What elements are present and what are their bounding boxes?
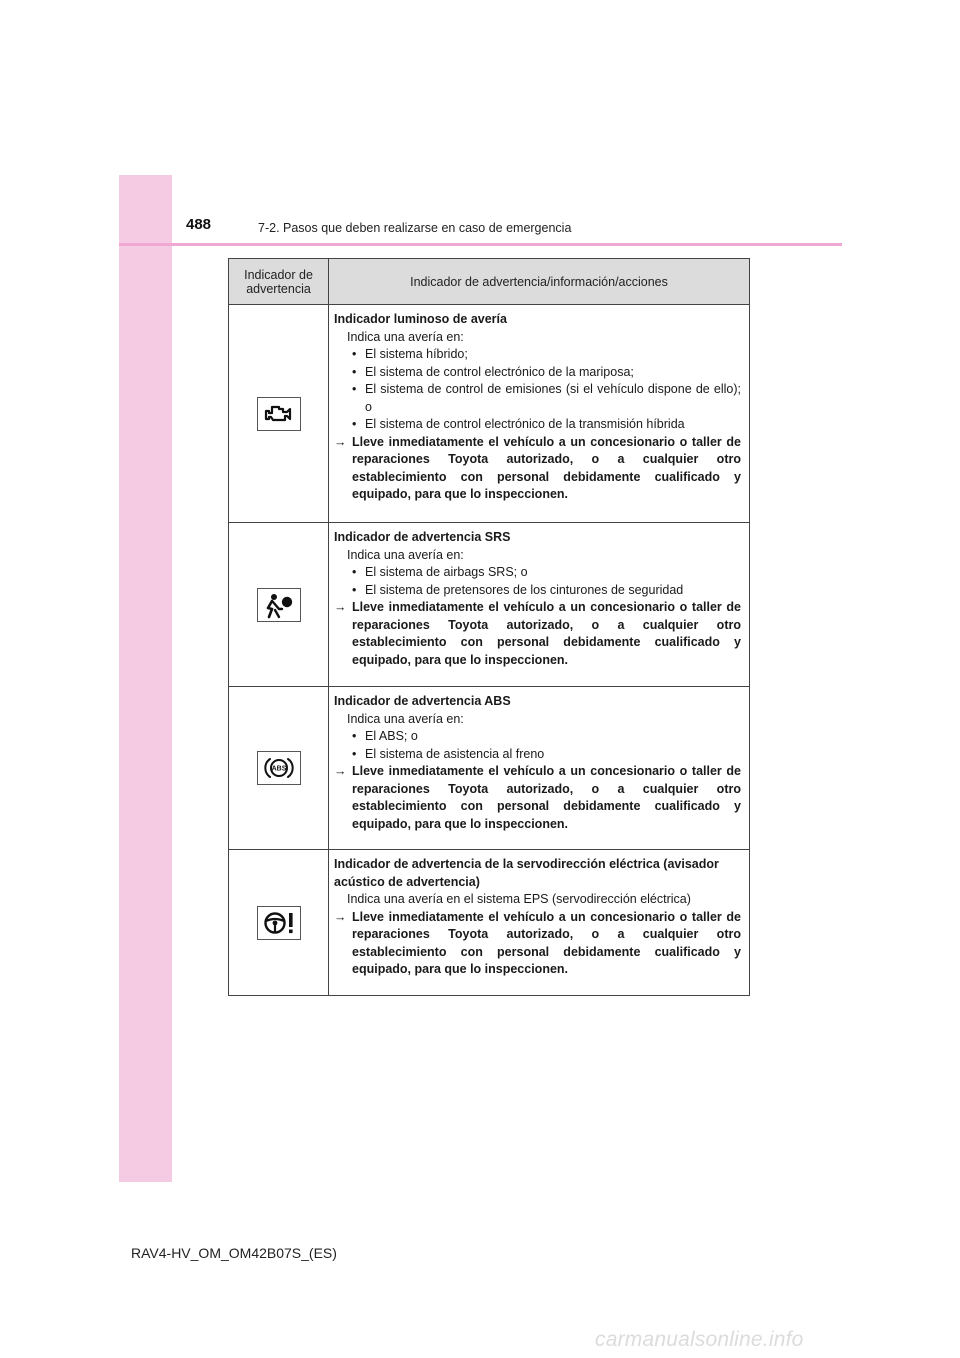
header-rule <box>119 243 842 246</box>
bullet-glyph: • <box>352 582 357 597</box>
action-text: → Lleve inmediatamente el vehículo a un concesionario o taller de reparaciones Toyota autorizado, o a cualquier otro establecimiento con personal debidamente cualificado y equipado, para que lo inspeccionen. <box>334 909 741 976</box>
arrow-glyph: → <box>334 434 347 449</box>
indicator-intro: Indica una avería en: <box>347 329 464 344</box>
srs-airbag-icon <box>257 588 301 622</box>
table-row <box>229 305 750 523</box>
list-item: • El sistema de control electrónico de la mariposa; <box>334 364 741 382</box>
indicator-intro: Indica una avería en el sistema EPS (servodirección eléctrica) <box>347 892 691 906</box>
list-item: • El sistema de airbags SRS; o <box>334 564 741 582</box>
list-item: • El sistema de control electrónico de la transmisión híbrida <box>334 416 741 434</box>
table-row <box>229 850 750 996</box>
column-header-indicator: Indicador de advertencia <box>229 259 329 305</box>
description-cell <box>329 850 750 996</box>
check-engine-icon <box>257 397 301 431</box>
indicator-title: Indicador luminoso de avería <box>334 312 507 326</box>
list-item: • El ABS; o <box>334 728 741 746</box>
abs-icon-label: ABS <box>271 765 286 773</box>
arrow-glyph: → <box>334 909 347 924</box>
action-text: → Lleve inmediatamente el vehículo a un concesionario o taller de reparaciones Toyota autorizado, o a cualquier otro establecimiento con personal debidamente cualificado y equipado, para que lo inspeccionen. <box>334 764 741 831</box>
indicator-title: Indicador de advertencia de la servodirección eléctrica (avisador acústico de advertencia) <box>334 857 719 889</box>
list-item: • El sistema de asistencia al freno <box>334 746 741 764</box>
indicator-intro: Indica una avería en: <box>347 547 464 562</box>
bullet-glyph: • <box>352 417 357 431</box>
bullet-glyph: • <box>352 382 357 396</box>
arrow-glyph: → <box>334 764 347 778</box>
section-title: 7-2. Pasos que deben realizarse en caso de emergencia <box>258 221 572 235</box>
icon-cell <box>229 523 329 687</box>
bullet-glyph: • <box>352 347 357 361</box>
watermark: carmanualsonline.info <box>595 1328 804 1351</box>
table-header-row <box>229 259 750 305</box>
icon-cell <box>229 305 329 523</box>
action-text: → Lleve inmediatamente el vehículo a un concesionario o taller de reparaciones Toyota autorizado, o a cualquier otro establecimiento con personal debidamente cualificado y equipado, para que lo inspeccionen. <box>334 434 741 501</box>
description-cell <box>329 305 750 523</box>
warning-table <box>228 258 750 996</box>
indicator-intro: Indica una avería en: <box>347 711 464 726</box>
description-cell <box>329 687 750 850</box>
bullet-glyph: • <box>352 729 357 743</box>
list-item: • El sistema híbrido; <box>334 346 741 364</box>
action-text: → Lleve inmediatamente el vehículo a un concesionario o taller de reparaciones Toyota autorizado, o a cualquier otro establecimiento con personal debidamente cualificado y equipado, para que lo inspeccionen. <box>334 600 741 667</box>
bullet-glyph: • <box>352 364 357 379</box>
indicator-title: Indicador de advertencia ABS <box>334 694 511 708</box>
bullet-glyph: • <box>352 565 357 579</box>
description-cell <box>329 523 750 687</box>
bullet-glyph: • <box>352 746 357 761</box>
document-code: RAV4-HV_OM_OM42B07S_(ES) <box>131 1245 337 1261</box>
icon-cell <box>229 687 329 850</box>
table-row <box>229 687 750 850</box>
icon-cell <box>229 850 329 996</box>
list-item: • El sistema de pretensores de los cinturones de seguridad <box>334 582 741 600</box>
arrow-glyph: → <box>334 600 347 614</box>
list-item: • El sistema de control de emisiones (si el vehículo dispone de ello); o <box>352 382 741 414</box>
table-row <box>229 523 750 687</box>
margin-band <box>119 175 172 1182</box>
column-header-description: Indicador de advertencia/información/acciones <box>329 259 750 305</box>
indicator-title: Indicador de advertencia SRS <box>334 530 511 544</box>
page-number: 488 <box>186 216 212 233</box>
abs-icon <box>257 751 301 785</box>
power-steering-warning-icon <box>257 906 301 940</box>
